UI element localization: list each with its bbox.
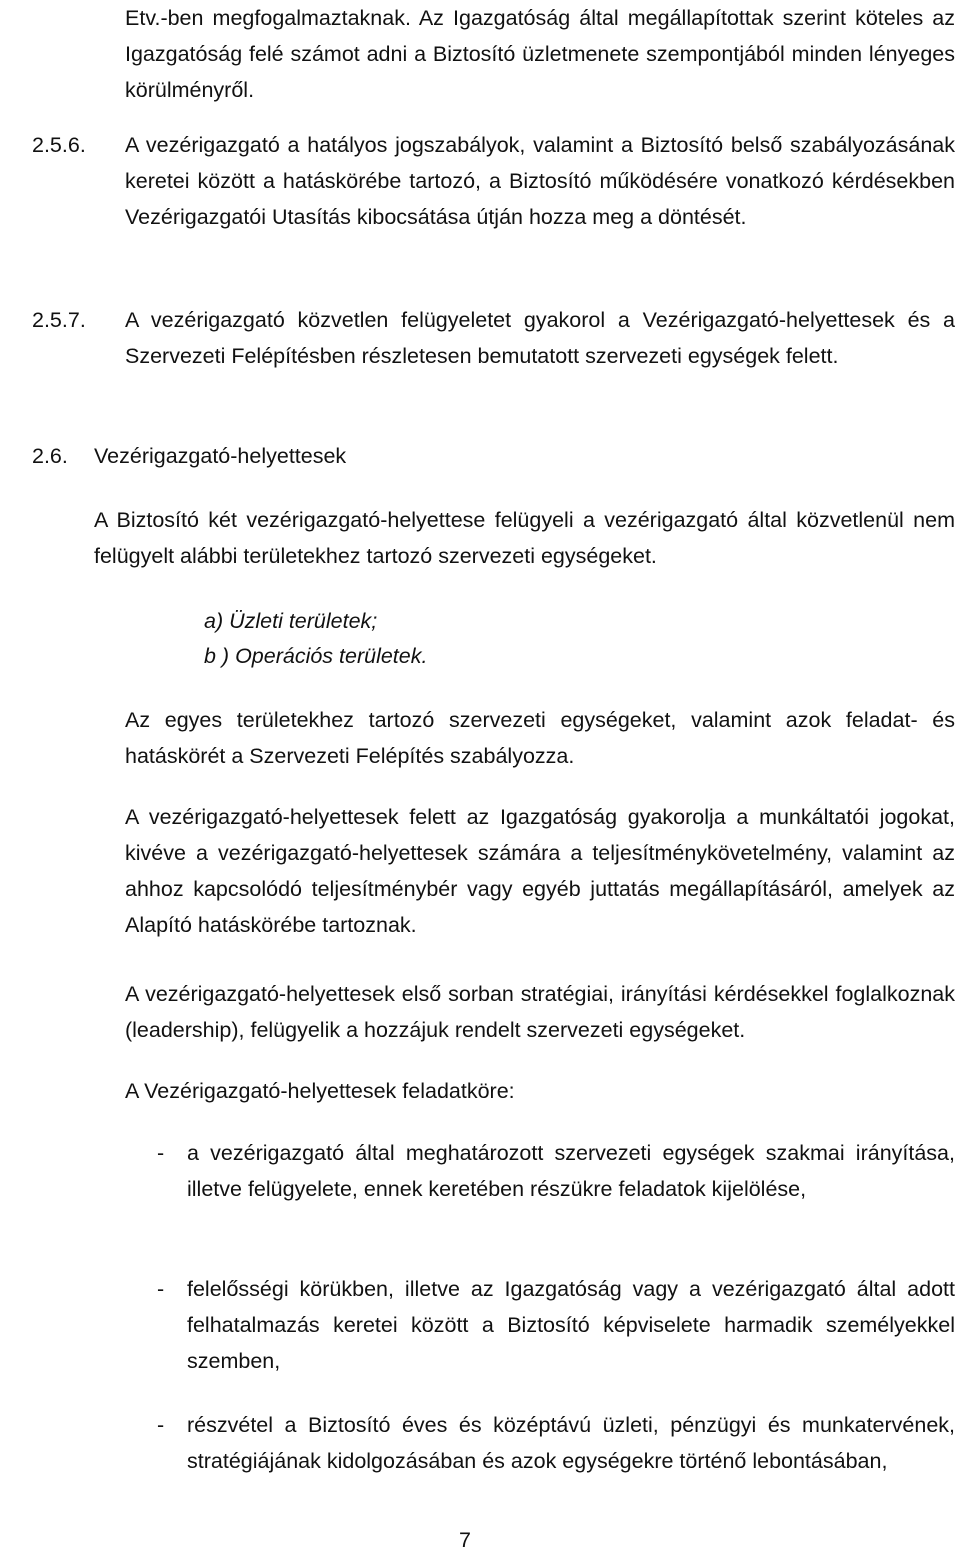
section-2-5-5-tail: Etv.-ben megfogalmaztaknak. Az Igazgatóság által megállapítottak szerint köteles az Igazgatóság felé számot adni a Biztosító üzletmenete szempontjából minden lényeges körülményről. [125, 6, 955, 102]
section-2-5-6-number: 2.5.6. [32, 133, 86, 157]
duties-heading: A Vezérigazgató-helyettesek feladatköre: [125, 1079, 515, 1103]
paragraph-areas: Az egyes területekhez tartozó szervezeti egységeket, valamint azok feladat- és hatáskörét a Szervezeti Felépítés szabályozza. [125, 708, 955, 768]
paragraph-leadership: A vezérigazgató-helyettesek első sorban stratégiai, irányítási kérdésekkel foglalkoznak (leadership), felügyelik a hozzájuk rendelt szervezeti egységeket. [125, 982, 955, 1042]
section-2-6-intro: A Biztosító két vezérigazgató-helyettese felügyeli a vezérigazgató által közvetlenül nem felügyelt alábbi területekhez tartozó szervezeti egységeket. [94, 508, 955, 568]
duty-3: részvétel a Biztosító éves és középtávú üzleti, pénzügyi és munkatervének, stratégiájának kidolgozásában és azok egységekre történő lebontásában, [187, 1413, 955, 1473]
page-number: 7 [459, 1528, 471, 1552]
section-2-5-6-text: A vezérigazgató a hatályos jogszabályok, valamint a Biztosító belső szabályozásának keretei között a hatáskörébe tartozó, a Biztosító működésére vonatkozó kérdésekben Vezérigazgatói Utasítás kibocsátása útján hozza meg a döntését. [125, 133, 955, 229]
paragraph-employer-rights: A vezérigazgató-helyettesek felett az Igazgatóság gyakorolja a munkáltatói jogokat, kivéve a vezérigazgató-helyettesek számára a teljesítménykövetelmény, valamint az ahhoz kapcsolódó teljesítménybér vagy egyéb juttatás megállapításáról, amelyek az Alapító hatáskörébe tartoznak. [125, 805, 955, 937]
section-2-5-7-number: 2.5.7. [32, 308, 86, 332]
duty-2-dash: - [157, 1277, 165, 1301]
section-2-6-heading: Vezérigazgató-helyettesek [94, 444, 347, 468]
section-2-6-number: 2.6. [32, 444, 68, 468]
duty-3-dash: - [157, 1413, 165, 1437]
duty-1: a vezérigazgató által meghatározott szervezeti egységek szakmai irányítása, illetve felügyelete, ennek keretében részükre feladatok kijelölése, [187, 1141, 955, 1201]
duty-1-dash: - [157, 1141, 165, 1165]
list-item-a: a) Üzleti területek; [204, 609, 378, 633]
list-item-b: b ) Operációs területek. [204, 644, 428, 668]
duty-2: felelősségi körükben, illetve az Igazgatóság vagy a vezérigazgató által adott felhatalmazás keretei között a Biztosító képviselete harmadik személyekkel szemben, [187, 1277, 955, 1373]
section-2-5-7-text: A vezérigazgató közvetlen felügyeletet gyakorol a Vezérigazgató-helyettesek és a Szervezeti Felépítésben részletesen bemutatott szervezeti egységek felett. [125, 308, 955, 368]
